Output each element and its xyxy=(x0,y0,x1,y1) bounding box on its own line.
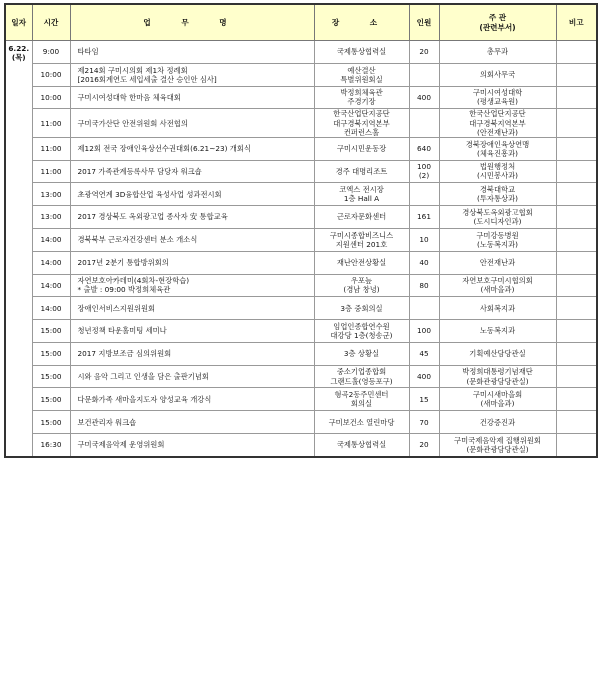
host-cell xyxy=(439,251,556,274)
people-cell-line: (2) xyxy=(418,171,430,181)
task-cell-line: 제12회 전국 장애인육상선수권대회(6.21~23) 개회식 xyxy=(77,144,251,154)
place-cell xyxy=(314,137,409,160)
time-cell: 13:00 xyxy=(32,206,70,229)
task-cell-line: 시와 음악 그리고 인생을 담은 출판기념회 xyxy=(77,372,209,382)
task-cell xyxy=(70,206,314,229)
table-row xyxy=(5,109,597,137)
task-cell xyxy=(70,183,314,206)
header-note: 비고 xyxy=(556,4,597,41)
time-cell: 9:00 xyxy=(32,41,70,64)
note-cell xyxy=(556,109,597,137)
time-cell: 16:30 xyxy=(32,434,70,457)
place-cell-line: 우포늪 xyxy=(350,276,373,286)
people-cell-line: 640 xyxy=(417,144,431,154)
header-people: 인원 xyxy=(409,4,439,41)
host-cell xyxy=(439,388,556,411)
table-row xyxy=(5,63,597,86)
date-day: 6.22. xyxy=(8,44,30,53)
people-cell xyxy=(409,160,439,183)
time-cell: 14:00 xyxy=(32,274,70,297)
place-cell-line: 지원센터 201호 xyxy=(335,239,388,249)
time-cell: 10:00 xyxy=(32,86,70,109)
place-cell-line: 1층 Hall A xyxy=(343,194,380,204)
host-cell-line: 경북장애인육상연맹 xyxy=(465,139,530,149)
table-row xyxy=(5,206,597,229)
host-cell-line: (투자통상과) xyxy=(477,194,518,204)
table-row xyxy=(5,342,597,365)
people-cell xyxy=(409,365,439,388)
time-cell: 14:00 xyxy=(32,228,70,251)
time-cell: 15:00 xyxy=(32,388,70,411)
host-cell-line: (안전재난과) xyxy=(477,127,518,137)
people-cell xyxy=(409,109,439,137)
place-cell-line: 주경기장 xyxy=(347,97,376,107)
people-cell xyxy=(409,434,439,457)
place-cell xyxy=(314,41,409,64)
people-cell-line: 70 xyxy=(419,417,429,427)
table-row xyxy=(5,41,597,64)
host-cell xyxy=(439,160,556,183)
place-cell xyxy=(314,297,409,320)
task-cell xyxy=(70,274,314,297)
host-cell-line: 구미국제음악제 집행위원회 xyxy=(454,435,541,445)
host-cell-line: 구미강동병원 xyxy=(476,230,519,240)
host-cell-line: 법원행정처 xyxy=(479,162,516,172)
time-cell: 15:00 xyxy=(32,365,70,388)
task-cell xyxy=(70,434,314,457)
host-cell-line: 대구경북지역본부 xyxy=(469,118,526,128)
host-cell xyxy=(439,342,556,365)
note-cell xyxy=(556,183,597,206)
place-cell-line: 대강당 1층(청송군) xyxy=(330,330,393,340)
host-cell-line: (도시디자인과) xyxy=(473,217,522,226)
table-row xyxy=(5,274,597,297)
header-host-sub: (관련부서) xyxy=(479,22,516,32)
task-cell xyxy=(70,160,314,183)
host-cell xyxy=(439,411,556,434)
header-row xyxy=(5,4,597,41)
place-cell xyxy=(314,206,409,229)
date-weekday: (목) xyxy=(11,53,26,63)
host-cell-line: 총무과 xyxy=(486,47,509,57)
host-cell-line: 한국산업단지공단 xyxy=(469,109,526,119)
host-cell xyxy=(439,137,556,160)
host-cell xyxy=(439,86,556,109)
task-cell-line: 경북북부 근로자건강센터 분소 개소식 xyxy=(77,235,198,245)
host-cell-line: (평생교육원) xyxy=(477,97,518,107)
people-cell xyxy=(409,342,439,365)
time-cell: 11:00 xyxy=(32,109,70,137)
place-cell-line: 그랜드홀(영등포구) xyxy=(330,376,393,386)
place-cell xyxy=(314,251,409,274)
host-cell-line: 구미시새마을회 xyxy=(472,390,523,400)
header-place-label: 장 소 xyxy=(331,17,392,27)
task-cell-line: 2017 경상북도 옥외광고업 종사자 安 통합교육 xyxy=(77,212,228,222)
note-cell xyxy=(556,320,597,343)
task-cell xyxy=(70,411,314,434)
people-cell-line: 20 xyxy=(419,47,429,57)
time-cell: 14:00 xyxy=(32,251,70,274)
host-cell xyxy=(439,365,556,388)
task-cell-line: 자연보호아카데미(4회차-현장학습) xyxy=(77,276,190,286)
people-cell xyxy=(409,388,439,411)
place-cell-line: 3층 상황실 xyxy=(343,349,380,359)
note-cell xyxy=(556,228,597,251)
people-cell xyxy=(409,41,439,64)
host-cell-line: (시민봉사과) xyxy=(477,171,518,181)
date-cell xyxy=(5,41,32,457)
people-cell-line: 400 xyxy=(417,372,431,382)
host-cell-line: (체육진흥과) xyxy=(477,148,518,158)
task-cell-line: 제214회 구미시의회 제1차 정례회 xyxy=(77,65,188,75)
host-cell xyxy=(439,320,556,343)
place-cell-line: 구미시민운동장 xyxy=(336,144,387,154)
people-cell-line: 40 xyxy=(419,258,429,268)
task-cell-line: 보건관리자 워크숍 xyxy=(77,417,137,427)
host-cell-line: 구미시여성대학 xyxy=(472,88,523,98)
host-cell-line: (노동복지과) xyxy=(477,239,518,249)
header-place xyxy=(314,4,409,41)
host-cell-line: 박정희대통령기념재단 xyxy=(462,367,533,377)
table-row xyxy=(5,388,597,411)
place-cell-line: 예산결산 xyxy=(347,65,376,75)
place-cell xyxy=(314,183,409,206)
host-cell xyxy=(439,63,556,86)
task-cell-line: 청년정책 타운홀미팅 세미나 xyxy=(77,326,167,336)
people-cell xyxy=(409,137,439,160)
schedule-document xyxy=(4,3,596,675)
task-cell-line: 2017년 2분기 통합방위회의 xyxy=(77,258,169,268)
time-cell: 11:00 xyxy=(32,160,70,183)
host-cell-line: 노동복지과 xyxy=(479,326,516,336)
note-cell xyxy=(556,388,597,411)
place-cell-line: 형곡2동주민센터 xyxy=(334,390,389,400)
host-cell xyxy=(439,434,556,457)
task-cell xyxy=(70,388,314,411)
people-cell-line: 400 xyxy=(417,92,431,102)
host-cell xyxy=(439,206,556,229)
note-cell xyxy=(556,297,597,320)
people-cell xyxy=(409,228,439,251)
place-cell-line: 근로자문화센터 xyxy=(336,212,387,222)
note-cell xyxy=(556,206,597,229)
place-cell xyxy=(314,388,409,411)
host-cell xyxy=(439,274,556,297)
task-cell-line: * 출발 : 09:00 박정희체육관 xyxy=(77,285,171,295)
task-cell-line: 구미시여성대학 한마음 체육대회 xyxy=(77,92,181,102)
task-cell xyxy=(70,109,314,137)
task-cell xyxy=(70,41,314,64)
place-cell xyxy=(314,109,409,137)
place-cell xyxy=(314,434,409,457)
place-cell-line: 3층 중회의실 xyxy=(340,303,383,313)
host-cell xyxy=(439,183,556,206)
people-cell-line: 10 xyxy=(419,235,429,245)
people-cell xyxy=(409,411,439,434)
place-cell-line: 재난안전상황실 xyxy=(336,258,387,268)
people-cell xyxy=(409,297,439,320)
header-date: 일자 xyxy=(5,4,32,41)
host-cell-line: (새마을과) xyxy=(480,285,515,295)
task-cell xyxy=(70,86,314,109)
host-cell xyxy=(439,228,556,251)
task-cell-line: 다문화가족 새마을지도자 양성교육 개강식 xyxy=(77,394,212,404)
task-cell xyxy=(70,228,314,251)
task-cell-line: 타타임 xyxy=(77,47,99,57)
table-row xyxy=(5,251,597,274)
place-cell-line: 국제통상협력실 xyxy=(336,47,387,57)
place-cell-line: 특별위원회실 xyxy=(340,74,383,84)
table-row xyxy=(5,297,597,320)
place-cell-line: 구미시종합비즈니스 xyxy=(329,230,394,240)
place-cell xyxy=(314,320,409,343)
host-cell-line: (문화관광담당관실) xyxy=(466,444,529,454)
host-cell-line: 안전재난과 xyxy=(479,258,516,268)
header-task-label: 업 무 명 xyxy=(143,17,241,27)
task-cell xyxy=(70,137,314,160)
task-cell xyxy=(70,320,314,343)
table-row xyxy=(5,228,597,251)
people-cell-line: 45 xyxy=(419,349,429,359)
table-row xyxy=(5,137,597,160)
people-cell xyxy=(409,206,439,229)
place-cell-line: 경주 대명리조트 xyxy=(335,166,388,176)
place-cell-line: 임업인종합연수원 xyxy=(333,321,390,331)
host-cell-line: 건강증진과 xyxy=(479,417,516,427)
header-host xyxy=(439,4,556,41)
place-cell xyxy=(314,274,409,297)
table-row xyxy=(5,86,597,109)
place-cell-line: 컨퍼런스홀 xyxy=(343,127,380,137)
note-cell xyxy=(556,411,597,434)
schedule-body xyxy=(5,41,597,457)
host-cell-line: 의회사무국 xyxy=(479,70,516,80)
header-host-label: 주 관 xyxy=(488,12,507,22)
task-cell xyxy=(70,63,314,86)
schedule-table xyxy=(4,3,598,458)
task-cell-line: 2017 지방보조금 심의위원회 xyxy=(77,349,172,359)
people-cell xyxy=(409,320,439,343)
host-cell-line: 사회복지과 xyxy=(479,303,516,313)
place-cell-line: 국제통상협력실 xyxy=(336,440,387,450)
people-cell-line: 20 xyxy=(419,440,429,450)
table-row xyxy=(5,160,597,183)
task-cell-line: 2017 가족관계등록사무 담당자 워크숍 xyxy=(77,166,202,176)
time-cell: 15:00 xyxy=(32,411,70,434)
place-cell-line: 회의실 xyxy=(350,399,373,409)
task-cell xyxy=(70,365,314,388)
task-cell xyxy=(70,251,314,274)
note-cell xyxy=(556,63,597,86)
place-cell-line: 코엑스 전시장 xyxy=(339,185,384,195)
note-cell xyxy=(556,274,597,297)
place-cell xyxy=(314,365,409,388)
place-cell xyxy=(314,342,409,365)
host-cell-line: (새마을과) xyxy=(480,399,515,409)
place-cell xyxy=(314,63,409,86)
people-cell-line: 100 xyxy=(417,326,431,336)
people-cell-line: 161 xyxy=(417,212,431,222)
time-cell: 15:00 xyxy=(32,320,70,343)
note-cell xyxy=(556,160,597,183)
table-row xyxy=(5,320,597,343)
note-cell xyxy=(556,251,597,274)
people-cell-line: 100 xyxy=(417,162,431,172)
header-time: 시간 xyxy=(32,4,70,41)
people-cell xyxy=(409,251,439,274)
people-cell xyxy=(409,183,439,206)
task-cell-line: 구미국제음악제 운영위원회 xyxy=(77,440,165,450)
time-cell: 13:00 xyxy=(32,183,70,206)
time-cell: 14:00 xyxy=(32,297,70,320)
table-row xyxy=(5,365,597,388)
header-task xyxy=(70,4,314,41)
place-cell-line: 박정희체육관 xyxy=(340,88,383,98)
place-cell-line: 구미보건소 열린마당 xyxy=(328,417,395,427)
people-cell xyxy=(409,274,439,297)
host-cell-line: 기획예산담당관실 xyxy=(469,349,526,359)
time-cell: 15:00 xyxy=(32,342,70,365)
task-cell-line: 장애인서비스지원위원회 xyxy=(77,303,156,313)
host-cell-line: (문화관광담당관실) xyxy=(466,376,529,386)
table-row xyxy=(5,434,597,457)
host-cell xyxy=(439,41,556,64)
place-cell xyxy=(314,411,409,434)
people-cell-line: 15 xyxy=(419,394,429,404)
task-cell-line: 초광역연계 3D융합산업 육성사업 성과전시회 xyxy=(77,189,222,199)
place-cell-line: 한국산업단지공단 xyxy=(333,109,390,119)
task-cell-line: [2016회계연도 세입세출 결산 승인안 심사] xyxy=(77,74,217,84)
place-cell xyxy=(314,160,409,183)
task-cell-line: 구미국가산단 안전위원회 사전협의 xyxy=(77,118,188,128)
note-cell xyxy=(556,365,597,388)
place-cell-line: (경남 창녕) xyxy=(343,285,380,295)
note-cell xyxy=(556,137,597,160)
place-cell xyxy=(314,86,409,109)
people-cell xyxy=(409,86,439,109)
time-cell: 10:00 xyxy=(32,63,70,86)
place-cell-line: 대구경북지역본부 xyxy=(333,118,390,128)
place-cell xyxy=(314,228,409,251)
host-cell-line: 경상북도옥외광고협회 xyxy=(462,207,533,217)
table-row xyxy=(5,183,597,206)
task-cell xyxy=(70,297,314,320)
time-cell: 11:00 xyxy=(32,137,70,160)
people-cell-line: 80 xyxy=(419,280,429,290)
host-cell xyxy=(439,109,556,137)
people-cell xyxy=(409,63,439,86)
host-cell xyxy=(439,297,556,320)
task-cell xyxy=(70,342,314,365)
note-cell xyxy=(556,342,597,365)
table-row xyxy=(5,411,597,434)
note-cell xyxy=(556,86,597,109)
note-cell xyxy=(556,41,597,64)
place-cell-line: 중소기업종합회 xyxy=(336,367,387,377)
host-cell-line: 경북대학교 xyxy=(479,185,516,195)
note-cell xyxy=(556,434,597,457)
host-cell-line: 자연보호구미시협의회 xyxy=(462,276,533,286)
